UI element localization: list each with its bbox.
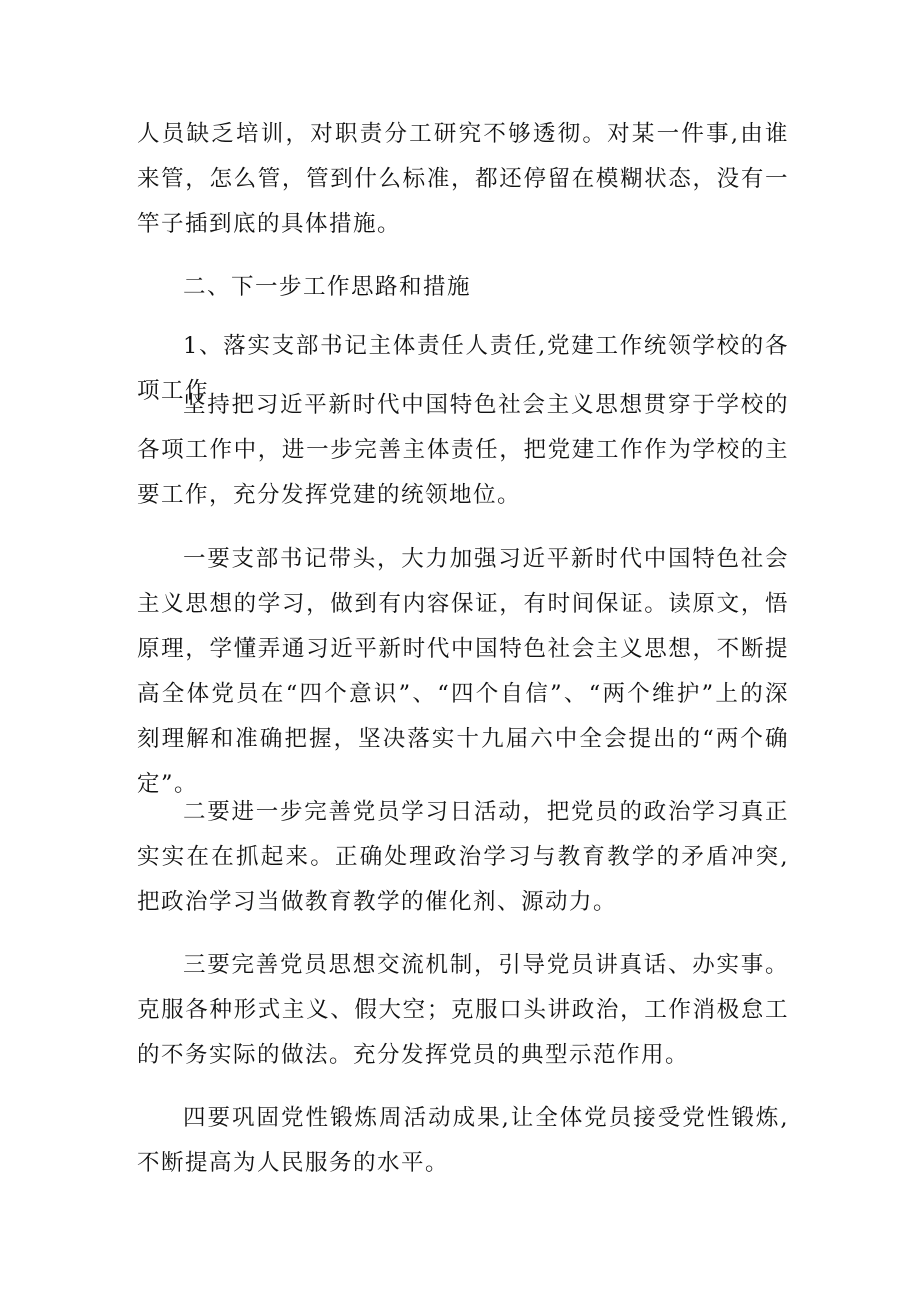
- paragraph-point-two: 二要进一步完善党员学习日活动，把党员的政治学习真正实实在在抓起来。正确处理政治学习与教育教学的矛盾冲突,把政治学习当做教育教学的催化剂、源动力。: [137, 799, 789, 915]
- paragraph-point-one: 一要支部书记带头，大力加强习近平新时代中国特色社会主义思想的学习，做到有内容保证，有时间保证。读原文，悟原理，学懂弄通习近平新时代中国特色社会主义思想，不断提高全体党员在“四个意识”、“四个自信”、“两个维护”上的深刻理解和准确把握，坚决落实十九届六中全会提出的“两个确定”。: [137, 546, 789, 797]
- subheading-branch-secretary-responsibility: 1、落实支部书记主体责任人责任,党建工作统领学校的各项工作: [137, 333, 789, 404]
- paragraph-continued-training: 人员缺乏培训，对职责分工研究不够透彻。对某一件事,由谁来管，怎么管，管到什么标准，都还停留在模糊状态，没有一竿子插到底的具体措施。: [137, 121, 789, 237]
- section-heading-next-steps: 二、下一步工作思路和措施: [183, 274, 472, 300]
- paragraph-point-three: 三要完善党员思想交流机制，引导党员讲真话、办实事。克服各种形式主义、假大空；克服口头讲政治，工作消极怠工的不务实际的做法。充分发挥党员的典型示范作用。: [137, 952, 789, 1068]
- paragraph-adhere-thought: 坚持把习近平新时代中国特色社会主义思想贯穿于学校的各项工作中，进一步完善主体责任，把党建工作作为学校的主要工作，充分发挥党建的统领地位。: [137, 392, 789, 508]
- paragraph-point-four: 四要巩固党性锻炼周活动成果,让全体党员接受党性锻炼,不断提高为人民服务的水平。: [137, 1105, 789, 1176]
